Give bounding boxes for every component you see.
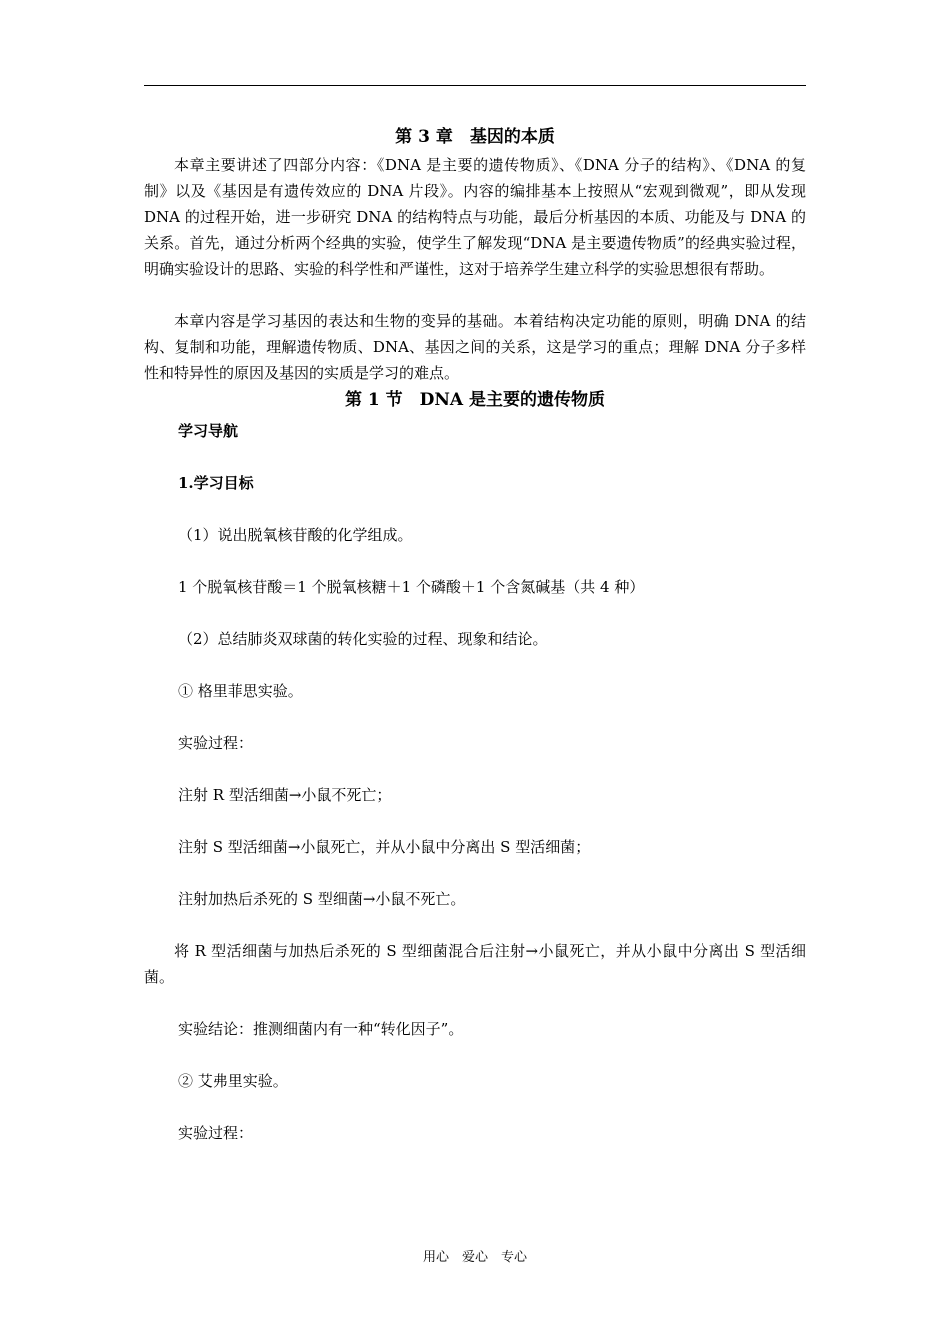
chapter-title: 第 3 章 基因的本质 [395, 127, 555, 147]
goal-line-5: 实验过程： [178, 734, 254, 752]
page-footer: 用心 爱心 专心 [422, 1250, 527, 1265]
goal-line-7: 注射 S 型活细菌→小鼠死亡，并从小鼠中分离出 S 型活细菌； [178, 838, 591, 856]
mixed-injection-paragraph: 将 R 型活细菌与加热后杀死的 S 型细菌混合后注射→小鼠死亡，并从小鼠中分离出 S 型活细菌。 [144, 942, 806, 986]
goal-line-4: ① 格里菲思实验。 [178, 682, 303, 700]
intro-paragraph-2: 本章内容是学习基因的表达和生物的变异的基础。本着结构决定功能的原则，明确 DNA 的结构、复制和功能，理解遗传物质、DNA、基因之间的关系，这是学习的重点；理解 DNA 分子多样性和特异性的原因及基因的实质是学习的难点。 [144, 312, 806, 382]
intro-paragraph-1: 本章主要讲述了四部分内容：《DNA 是主要的遗传物质》、《DNA 分子的结构》、《DNA 的复制》以及《基因是有遗传效应的 DNA 片段》。内容的编排基本上按照从“宏观到微观”，即从发现 DNA 的过程开始，进一步研究 DNA 的结构特点与功能，最后分析基因的本质、功能及与 DNA 的关系。首先，通过分析两个经典的实验，使学生了解发现“DNA 是主要遗传物质”的经典实验过程，明确实验设计的思路、实验的科学性和严谨性，这对于培养学生建立科学的实验思想很有帮助。 [144, 156, 806, 278]
goal-line-10: ② 艾弗里实验。 [178, 1072, 288, 1090]
header-rule [144, 85, 806, 86]
goal-line-2: 1 个脱氧核苷酸＝1 个脱氧核糖＋1 个磷酸＋1 个含氮碱基（共 4 种） [178, 578, 645, 596]
goal-line-11: 实验过程： [178, 1124, 254, 1142]
section-title: 第 1 节 DNA 是主要的遗传物质 [344, 390, 606, 410]
study-nav-heading: 学习导航 [178, 422, 239, 440]
goal-line-3: （2）总结肺炎双球菌的转化实验的过程、现象和结论。 [178, 630, 548, 648]
page-content [144, 120, 806, 1146]
goals-heading: 1.学习目标 [178, 474, 254, 492]
goal-line-6: 注射 R 型活细菌→小鼠不死亡； [178, 786, 392, 804]
goal-line-9: 实验结论：推测细菌内有一种“转化因子”。 [178, 1020, 464, 1038]
goal-line-1: （1）说出脱氧核苷酸的化学组成。 [178, 526, 413, 544]
goal-line-8: 注射加热后杀死的 S 型细菌→小鼠不死亡。 [178, 890, 466, 908]
